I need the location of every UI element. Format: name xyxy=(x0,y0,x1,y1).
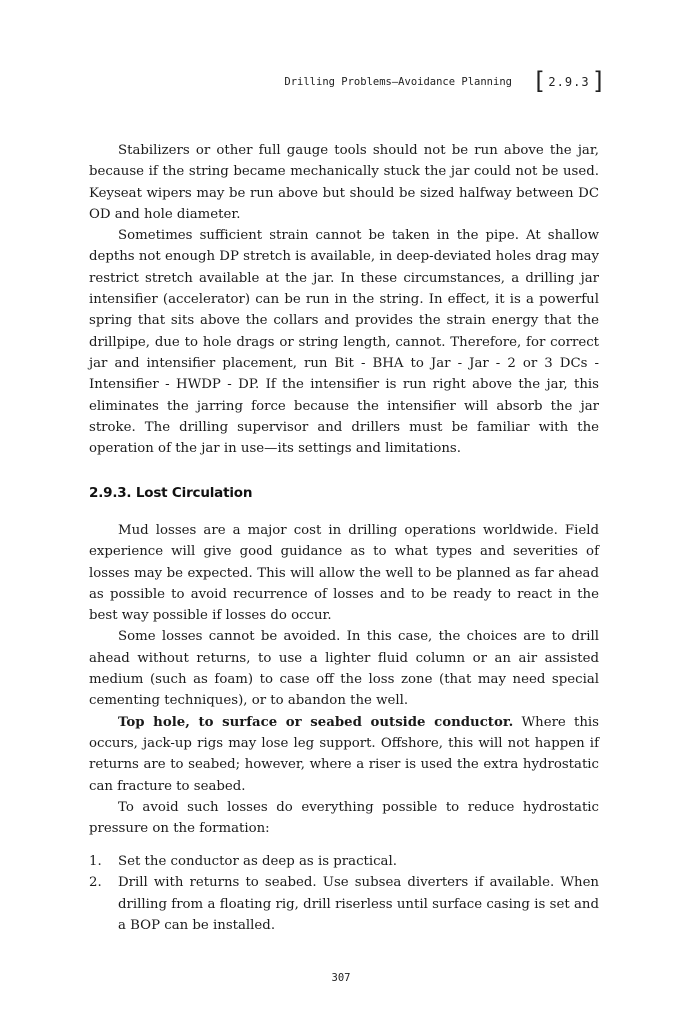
paragraph: Sometimes sufficient strain cannot be taken in the pipe. At shallow depths not enough DP stretch is available, in deep-deviated holes drag may restrict stretch available at the jar. In these circumstances, a drilling jar intensifier (accelerator) can be run in the string. In effect, it is a powerful spring that sits above the collars and provides the strain energy that the drillpipe, due to hole drags or string length, cannot. Therefore, for correct jar and intensifier placement, run Bit - BHA to Jar - Jar - 2 or 3 DCs - Intensifier - HWDP - DP. If the intensifier is run right above the jar, this eliminates the jarring force because the intensifier will absorb the jar stroke. The drilling supervisor and drillers must be familiar with the operation of the jar in use—its settings and limitations. xyxy=(89,228,599,457)
open-bracket: [ xyxy=(531,67,547,95)
list-marker: 1. xyxy=(89,854,102,869)
list-marker: 2. xyxy=(89,875,102,891)
paragraph: Stabilizers or other full gauge tools should not be run above the jar, because if the string became mechanically stuck the jar could not be used. Keyseat wipers may be run above but should be sized halfway between DC OD and hole diameter. xyxy=(89,143,599,222)
paragraph: Some losses cannot be avoided. In this case, the choices are to drill ahead without returns, to use a lighter fluid column or an air assisted medium (such as foam) to case off the loss zone (that may need special cementing techniques), or to abandon the well. xyxy=(89,629,599,709)
bold-lead: Top hole, to surface or seabed outside conductor. xyxy=(118,714,514,730)
paragraph-bold-lead xyxy=(89,712,599,797)
section-number: 2.9.3 xyxy=(548,75,590,89)
close-bracket: ] xyxy=(591,67,606,95)
intro-text-block xyxy=(89,140,599,459)
numbered-list xyxy=(89,851,599,936)
section-text-block xyxy=(89,520,599,839)
bold-lead-rest: Where this occurs, jack-up rigs may lose leg support. Offshore, this will not happen if returns are to seabed; however, where a riser is used the extra hydrostatic can fracture to seabed. xyxy=(89,714,600,794)
list-item-text: Drill with returns to seabed. Use subsea diverters if available. When drilling from a floating rig, drill riserless until surface casing is set and a BOP can be installed. xyxy=(118,875,599,933)
paragraph: To avoid such losses do everything possible to reduce hydrostatic pressure on the formation: xyxy=(89,799,599,837)
list-item-text: Set the conductor as deep as is practical. xyxy=(118,854,397,869)
running-title: Drilling Problems—Avoidance Planning xyxy=(284,76,512,88)
section-reference xyxy=(531,67,606,95)
paragraph: Mud losses are a major cost in drilling operations worldwide. Field experience will give good guidance as to what types and severities of losses may be expected. This will allow the well to be planned as far ahead as possible to avoid recurrence of losses and to be ready to react in the best way possible if losses do occur. xyxy=(89,523,599,624)
page-number: 307 xyxy=(331,972,351,984)
running-head xyxy=(284,67,606,95)
list-item xyxy=(89,851,599,872)
list-item xyxy=(89,872,599,936)
section-heading: 2.9.3. Lost Circulation xyxy=(89,485,253,501)
